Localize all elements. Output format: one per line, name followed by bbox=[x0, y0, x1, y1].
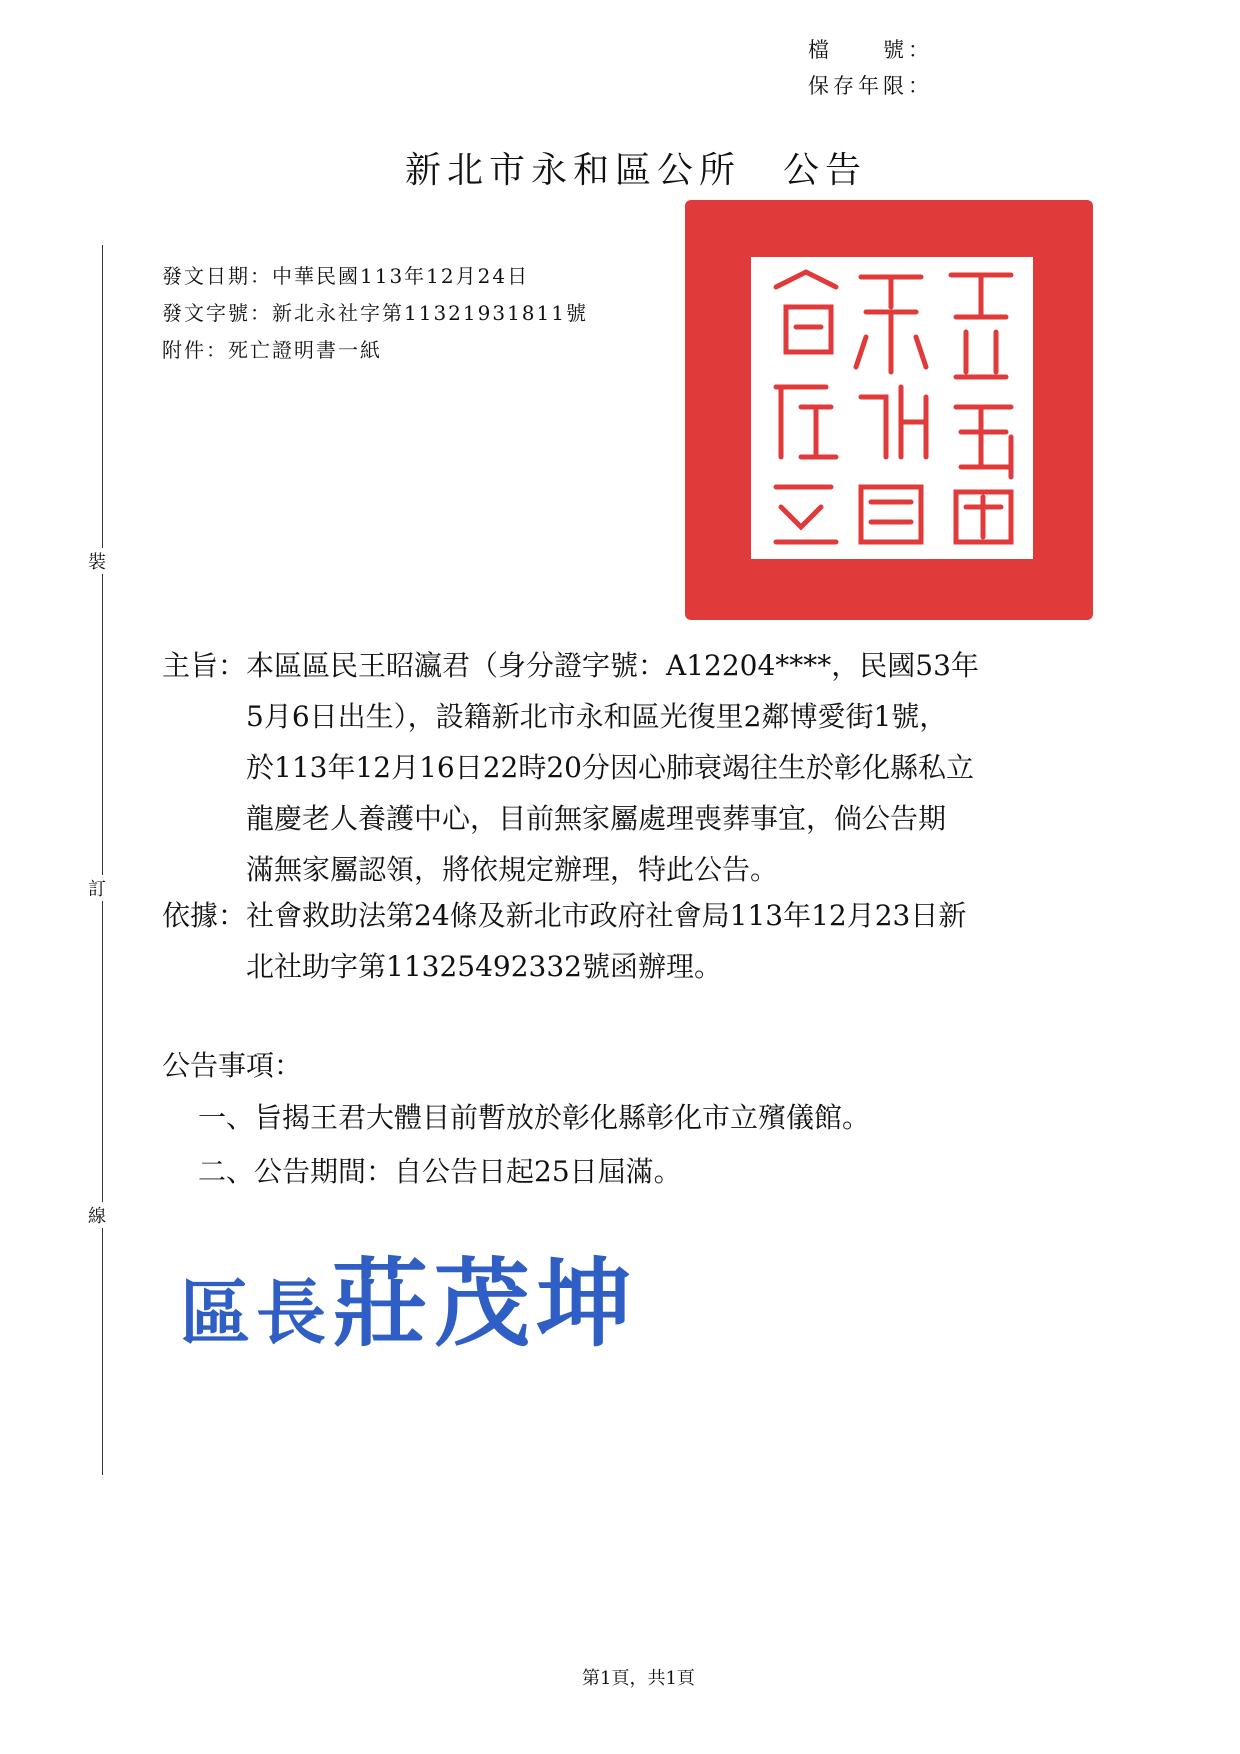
seal-characters-graphic bbox=[751, 257, 1033, 559]
notice-item: 二、公告期間：自公告日起25日屆滿。 bbox=[198, 1155, 682, 1188]
subject-label: 主旨： bbox=[162, 649, 247, 682]
basis-label: 依據： bbox=[162, 899, 247, 932]
attachment-info: 附件：死亡證明書一紙 bbox=[162, 338, 382, 362]
basis-line: 社會救助法第24條及新北市政府社會局113年12月23日新 bbox=[246, 899, 967, 932]
document-number: 發文字號：新北永社字第11321931811號 bbox=[162, 301, 588, 325]
subject-line: 龍慶老人養護中心，目前無家屬處理喪葬事宜，倘公告期 bbox=[246, 802, 947, 835]
signature-name: 莊茂坤 bbox=[332, 1247, 638, 1360]
basis-line: 北社助字第11325492332號函辦理。 bbox=[246, 950, 722, 983]
binding-line bbox=[102, 245, 103, 1475]
subject-line: 滿無家屬認領，將依規定辦理，特此公告。 bbox=[246, 853, 779, 886]
official-seal bbox=[685, 200, 1093, 620]
binding-char-xian: 線 bbox=[88, 1202, 106, 1228]
subject-line: 於113年12月16日22時20分因心肺衰竭往生於彰化縣私立 bbox=[246, 751, 974, 784]
binding-char-ding: 訂 bbox=[88, 875, 106, 901]
file-number-label: 檔 號： bbox=[808, 38, 933, 62]
notice-heading: 公告事項： bbox=[162, 1049, 303, 1082]
notice-item: 一、旨揭王君大體目前暫放於彰化縣彰化市立殯儀館。 bbox=[198, 1101, 871, 1134]
page-number: 第1頁，共1頁 bbox=[582, 1668, 695, 1689]
subject-body bbox=[246, 640, 979, 895]
subject-line: 本區區民王昭瀛君（身分證字號：A12204****，民國53年 bbox=[246, 649, 979, 682]
signature-stamp bbox=[180, 1228, 638, 1365]
seal-inner-field bbox=[748, 254, 1036, 562]
basis-body bbox=[246, 890, 966, 992]
page-title: 新北市永和區公所 公告 bbox=[405, 150, 868, 191]
retention-period-label: 保存年限： bbox=[808, 74, 933, 98]
subject-section bbox=[162, 640, 1112, 895]
issue-date: 發文日期：中華民國113年12月24日 bbox=[162, 264, 530, 288]
subject-line: 5月6日出生），設籍新北市永和區光復里2鄰博愛街1號， bbox=[246, 700, 948, 733]
signature-title: 區長 bbox=[180, 1271, 332, 1354]
binding-char-zhuang: 裝 bbox=[88, 548, 106, 574]
basis-section bbox=[162, 890, 1112, 992]
